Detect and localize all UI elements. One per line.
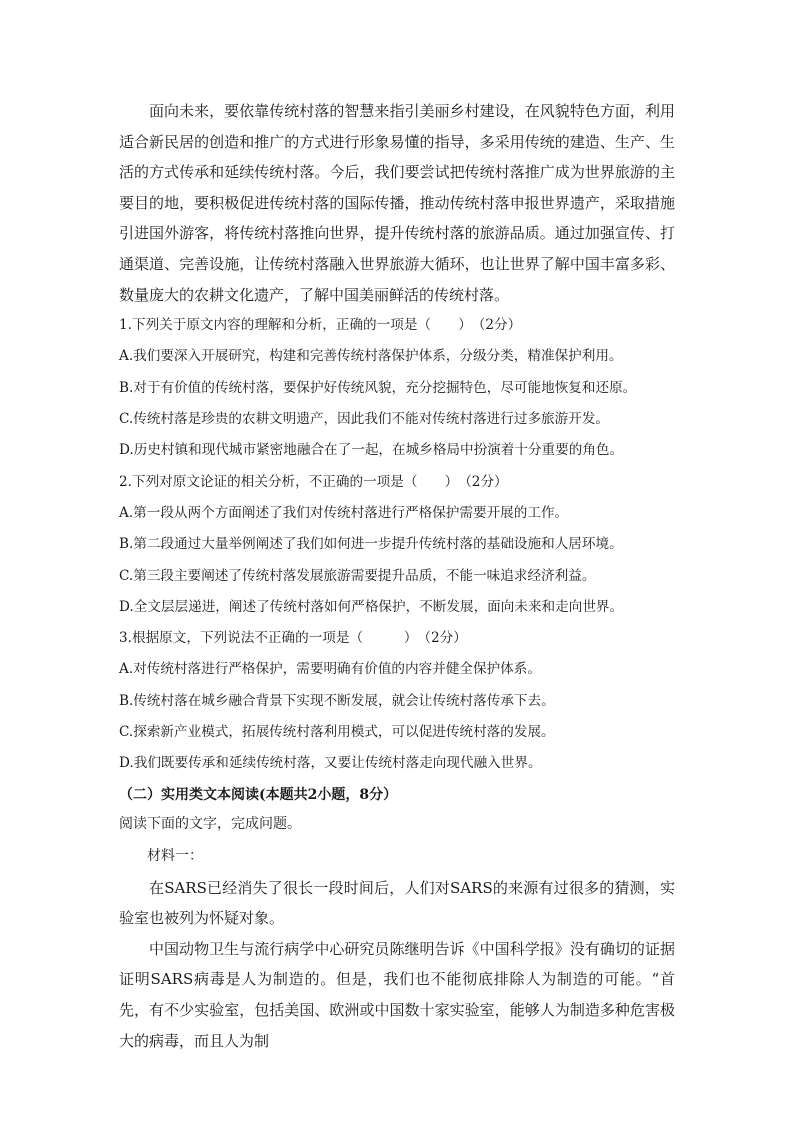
question-2 [119, 467, 675, 623]
question-stem: 1.下列关于原文内容的理解和分析，正确的一项是（ ） （2分） [119, 317, 522, 334]
option-b: B.传统村落在城乡融合背景下实现不断发展，就会让传统村落传承下去。 [119, 692, 555, 709]
option-a: A.对传统村落进行严格保护，需要明确有价值的内容并健全保护体系。 [119, 661, 541, 678]
option-a: A.我们要深入开展研究，构建和完善传统村落保护体系，分级分类，精准保护利用。 [119, 348, 623, 365]
option-b: B.第二段通过大量举例阐述了我们如何进一步提升传统村落的基础设施和人居环境。 [119, 536, 623, 553]
option-d: D.全文层层递进，阐述了传统村落如何严格保护，不断发展，面向未来和走向世界。 [119, 598, 624, 615]
reading-instruction: 阅读下面的文字，完成问题。 [119, 815, 301, 832]
document-page [119, 96, 675, 1056]
question-stem: 2.下列对原文论证的相关分析，不正确的一项是（ ） （2分） [119, 473, 508, 490]
question-stem: 3.根据原文，下列说法不正确的一项是（ ） （2分） [119, 630, 467, 647]
option-c: C.第三段主要阐述了传统村落发展旅游需要提升品质，不能一味追求经济利益。 [119, 567, 596, 584]
material-label: 材料一： [147, 847, 203, 864]
section-heading: （二）实用类文本阅读(本题共2小题，8分） [119, 786, 398, 803]
passage-paragraph: 面向未来，要依靠传统村落的智慧来指引美丽乡村建设，在风貌特色方面，利用适合新民居的创造和推广的方式进行形象易懂的指导，多采用传统的建造、生产、生活的方式传承和延续传统村落。今后，我们要尝试把传统村落推广成为世界旅游的主要目的地，要积极促进传统村落的国际传播，推动传统村落申报世界遗产，采取措施引进国外游客，将传统村落推向世界，提升传统村落的旅游品质。通过加强宣传、打通渠道、完善设施，让传统村落融入世界旅游大循环，也让世界了解中国丰富多彩、数量庞大的农耕文化遗产，了解中国美丽鲜活的传统村落。 [119, 102, 675, 304]
option-b: B.对于有价值的传统村落，要保护好传统风貌，充分挖掘特色，尽可能地恢复和还原。 [119, 379, 637, 396]
material-paragraph: 中国动物卫生与流行病学中心研究员陈继明告诉《中国科学报》没有确切的证据证明SARS病毒是人为制造的。但是，我们也不能彻底排除人为制造的可能。“首先，有不少实验室，包括美国、欧洲或中国数十家实验室，能够人为制造多种危害极大的病毒，而且人为制 [119, 939, 675, 1050]
option-a: A.第一段从两个方面阐述了我们对传统村落进行严格保护需要开展的工作。 [119, 504, 569, 521]
option-c: C.探索新产业模式，拓展传统村落利用模式，可以促进传统村落的发展。 [119, 724, 555, 741]
question-1 [119, 310, 675, 466]
question-3 [119, 623, 675, 779]
option-d: D.历史村镇和现代城市紧密地融合在了一起，在城乡格局中扮演着十分重要的角色。 [119, 442, 624, 459]
material-paragraph: 在SARS已经消失了很长一段时间后，人们对SARS的来源有过很多的猜测，实验室也被列为怀疑对象。 [119, 878, 675, 928]
option-c: C.传统村落是珍贵的农耕文明遗产，因此我们不能对传统村落进行过多旅游开发。 [119, 411, 610, 428]
option-d: D.我们既要传承和延续传统村落，又要让传统村落走向现代融入世界。 [119, 755, 542, 772]
